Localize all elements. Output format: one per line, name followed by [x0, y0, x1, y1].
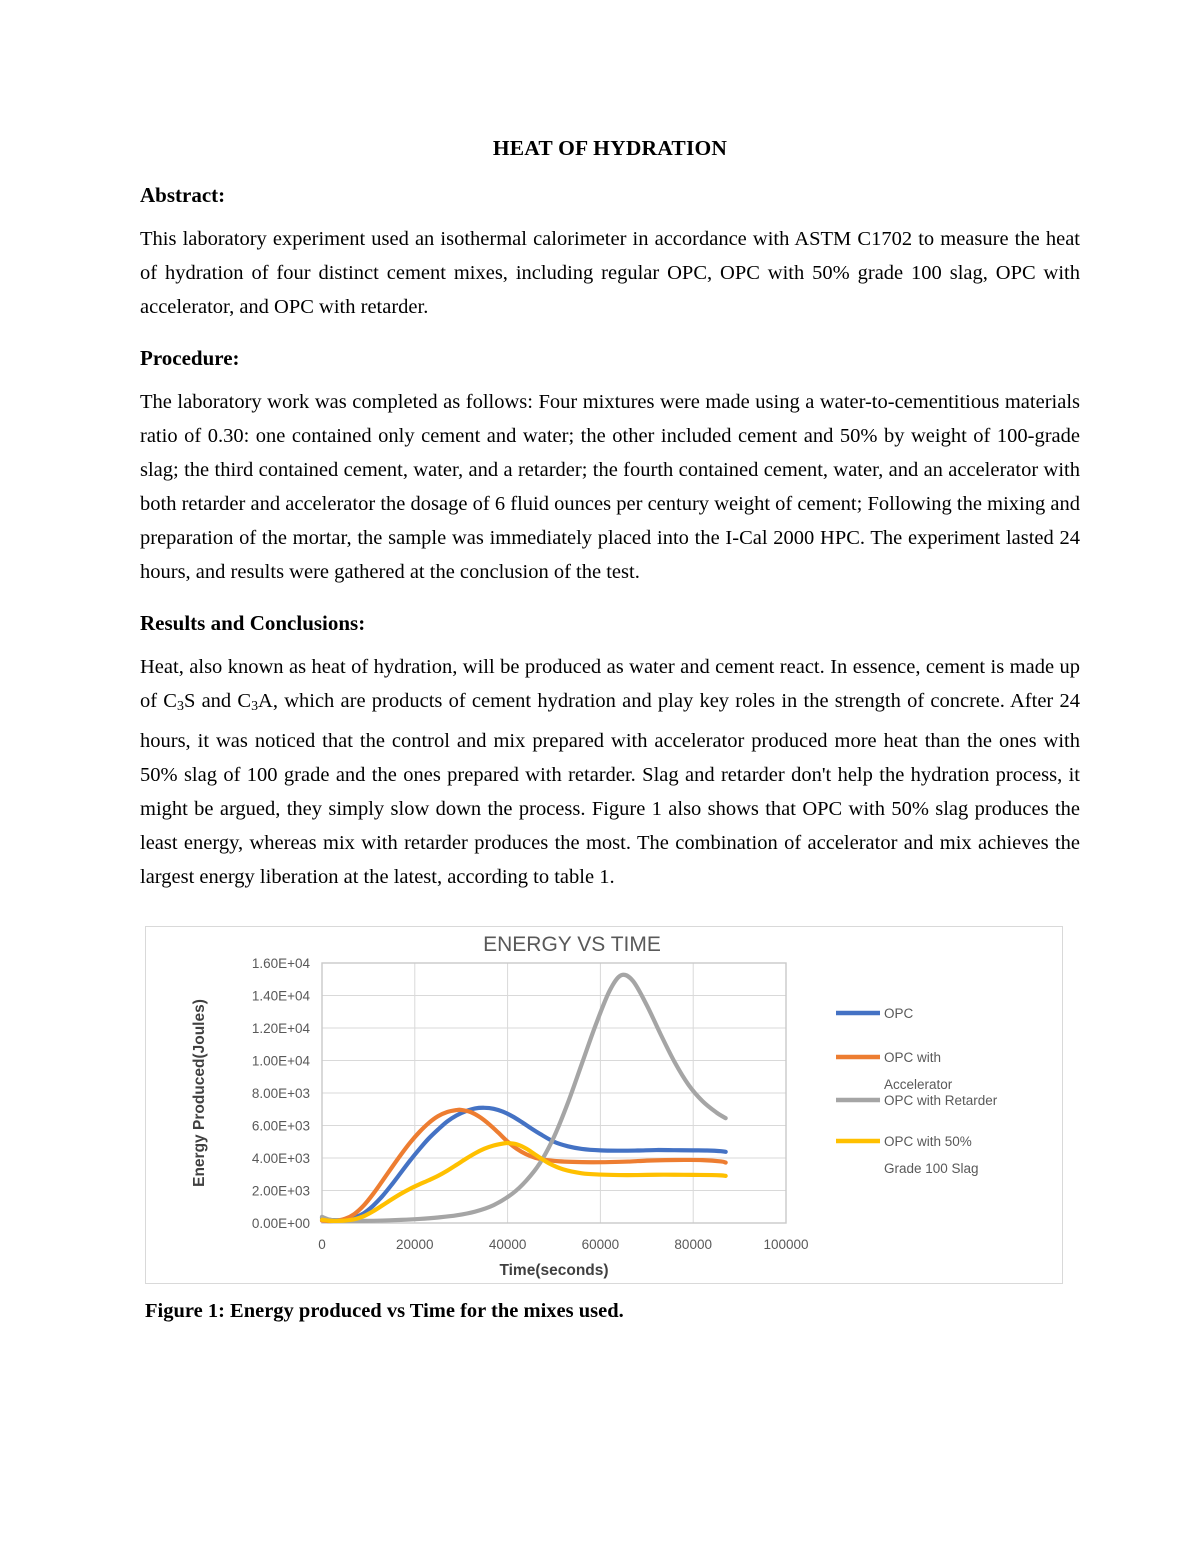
x-axis-title: Time(seconds): [499, 1262, 609, 1280]
figure-1: [145, 926, 1065, 1323]
chart-title: ENERGY VS TIME: [483, 933, 661, 957]
x-tick-label: 80000: [674, 1237, 712, 1253]
x-tick-label: 0: [318, 1237, 326, 1253]
x-tick-label: 100000: [763, 1237, 809, 1253]
legend-label-3: Grade 100 Slag: [884, 1161, 979, 1177]
y-tick-label: 1.00E+04: [251, 1053, 310, 1069]
y-tick-label: 1.40E+04: [251, 988, 310, 1004]
legend-label-1: Accelerator: [884, 1077, 953, 1093]
section-paragraph-procedure: The laboratory work was completed as follows: Four mixtures were made using a water-to-cementitious materials ratio of 0.30: one contained only cement and water; the other included cement and 50% by weight of 100-grade slag; the third contained cement, water, and a retarder; the fourth contained cement, water, and an accelerator with both retarder and accelerator the dosage of 6 fluid ounces per century weight of cement; Following the mixing and preparation of the mortar, the sample was immediately placed into the I-Cal 2000 HPC. The experiment lasted 24 hours, and results were gathered at the conclusion of the test.: [140, 391, 1080, 583]
subscript-c3s: 3: [176, 699, 184, 715]
legend-label-1: OPC with: [884, 1050, 942, 1066]
y-tick-label: 4.00E+03: [251, 1151, 310, 1167]
section-heading-procedure: Procedure:: [140, 346, 240, 370]
chart-container: [145, 926, 1063, 1284]
x-tick-label: 60000: [581, 1237, 620, 1253]
page-title: HEAT OF HYDRATION: [492, 136, 728, 160]
section-heading-abstract: Abstract:: [140, 183, 226, 207]
y-tick-label: 1.20E+04: [251, 1021, 310, 1037]
energy-vs-time-chart: [146, 927, 1062, 1283]
section-paragraph-abstract: This laboratory experiment used an isothermal calorimeter in accordance with ASTM C1702 to measure the heat of hydration of four distinct cement mixes, including regular OPC, OPC with 50% grade 100 slag, OPC with accelerator, and OPC with retarder.: [140, 228, 1080, 318]
results-text-part2: S and C: [183, 690, 252, 712]
y-tick-label: 0.00E+00: [251, 1216, 310, 1232]
x-tick-label: 20000: [396, 1237, 434, 1253]
y-tick-label: 2.00E+03: [251, 1183, 310, 1199]
y-tick-label: 1.60E+04: [251, 956, 310, 972]
x-tick-label: 40000: [488, 1237, 527, 1253]
section-paragraph-results: [140, 650, 1080, 894]
y-tick-label: 8.00E+03: [251, 1086, 310, 1102]
legend-label-2: OPC with Retarder: [884, 1093, 998, 1109]
results-text-part3: A, which are products of cement hydration and play key roles in the strength of concrete. After 24 hours, it was noticed that the control and mix prepared with accelerator produced more heat than the ones with 50% slag of 100 grade and the ones prepared with retarder. Slag and retarder don't help the hydration process, it might be argued, they simply slow down the process. Figure 1 also shows that OPC with 50% slag produces the least energy, whereas mix with retarder produces the most. The combination of accelerator and mix achieves the largest energy liberation at the latest, according to table 1.: [140, 690, 1080, 889]
y-tick-label: 6.00E+03: [251, 1118, 310, 1134]
figure-caption: Figure 1: Energy produced vs Time for the mixes used.: [145, 1300, 624, 1323]
legend-label-0: OPC: [884, 1006, 914, 1022]
section-heading-results: Results and Conclusions:: [140, 611, 366, 635]
results-text-part1: Heat, also known as heat of hydration, will be produced as water and cement react. In essence, cement is made up of C: [140, 656, 1080, 712]
subscript-c3a: 3: [251, 699, 259, 715]
y-axis-title: Energy Produced(Joules): [191, 999, 208, 1187]
legend-label-3: OPC with 50%: [884, 1134, 972, 1150]
